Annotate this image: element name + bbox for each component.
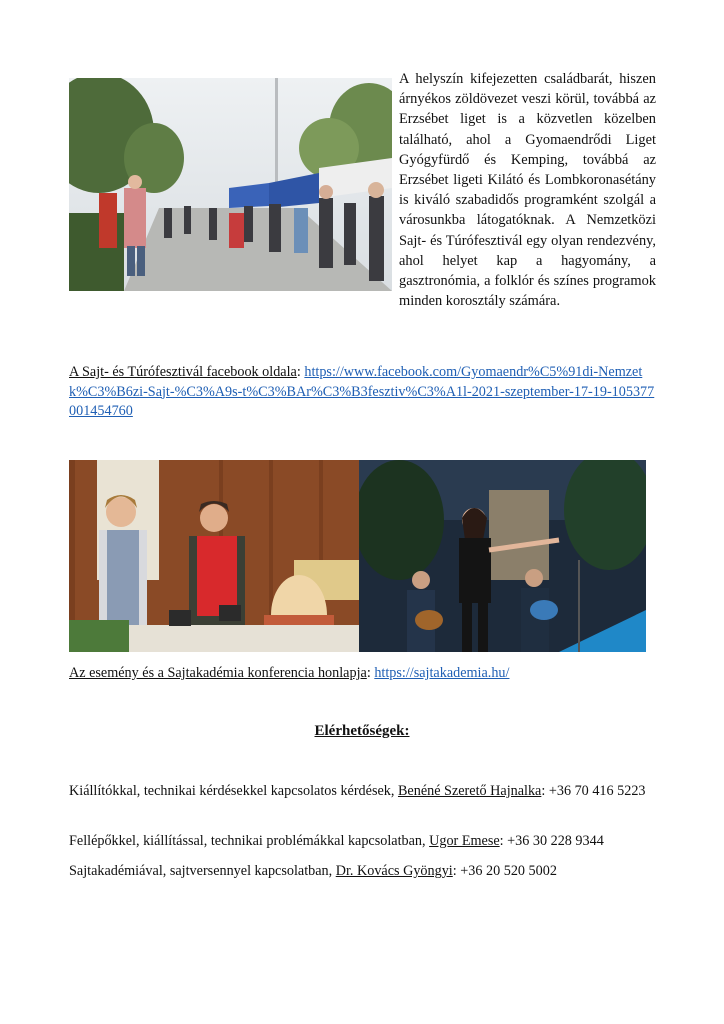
photo-float-spacer (69, 69, 399, 295)
contact-role: Sajtakadémiával, sajtversennyel kapcsolatban, (69, 863, 336, 879)
website-separator: : (366, 665, 375, 681)
website-line (69, 664, 659, 684)
contacts-title: Elérhetőségek: (314, 723, 410, 739)
website-link[interactable]: https://sajtakademia.hu/ (374, 665, 510, 681)
contact-row (69, 782, 659, 802)
facebook-separator: : (296, 364, 305, 380)
contact-name: Dr. Kovács Gyöngyi (335, 863, 453, 879)
contact-row (69, 862, 659, 882)
contact-role: Kiállítókkal, technikai kérdésekkel kapcsolatos kérdések, (69, 783, 398, 799)
contact-name: Benéné Szerető Hajnalka (397, 783, 542, 799)
contact-phone: : +36 70 416 5223 (541, 783, 646, 799)
facebook-link[interactable]: https://www.facebook.com/Gyomaendr%C5%91di-Nemzetk%C3%B6zi-Sajt-%C3%A9s-t%C3%BAr%C3%B3fesztiv%C3%A1l-2021-szeptember-17-19-105377001454760 (69, 364, 655, 419)
contact-name: Ugor Emese (429, 833, 500, 849)
facebook-label: A Sajt- és Túrófesztivál facebook oldala (69, 364, 297, 380)
concert-stage-photo (359, 460, 646, 652)
contact-row (69, 832, 659, 852)
website-label: Az esemény és a Sajtakadémia konferencia honlapja (69, 665, 367, 681)
intro-paragraph (69, 69, 656, 311)
contact-phone: : +36 30 228 9344 (499, 833, 604, 849)
facebook-line (69, 363, 659, 422)
contact-phone: : +36 20 520 5002 (452, 863, 557, 879)
cheese-stall-photo (69, 460, 359, 652)
contact-role: Fellépőkkel, kiállítással, technikai problémákkal kapcsolatban, (69, 833, 430, 849)
intro-text: A helyszín kifejezetten családbarát, hiszen árnyékos zöldövezet veszi körül, továbbá az Erzsébet liget is a közvetlen közelben található, ahol a Gyomaendrődi Liget Gyógyfürdő és Kemping, továbbá az Erzsébet ligeti Kilátó és Lombkoronasétány is kiváló szabadidős programként szolgál a városunkba látogatóknak. A Nemzetközi Sajt- és Túrófesztivál egy olyan rendezvény, ahol helyet kap a hagyomány, a gasztronómia, a folklór és színes programok minden korosztály számára. (399, 71, 656, 310)
